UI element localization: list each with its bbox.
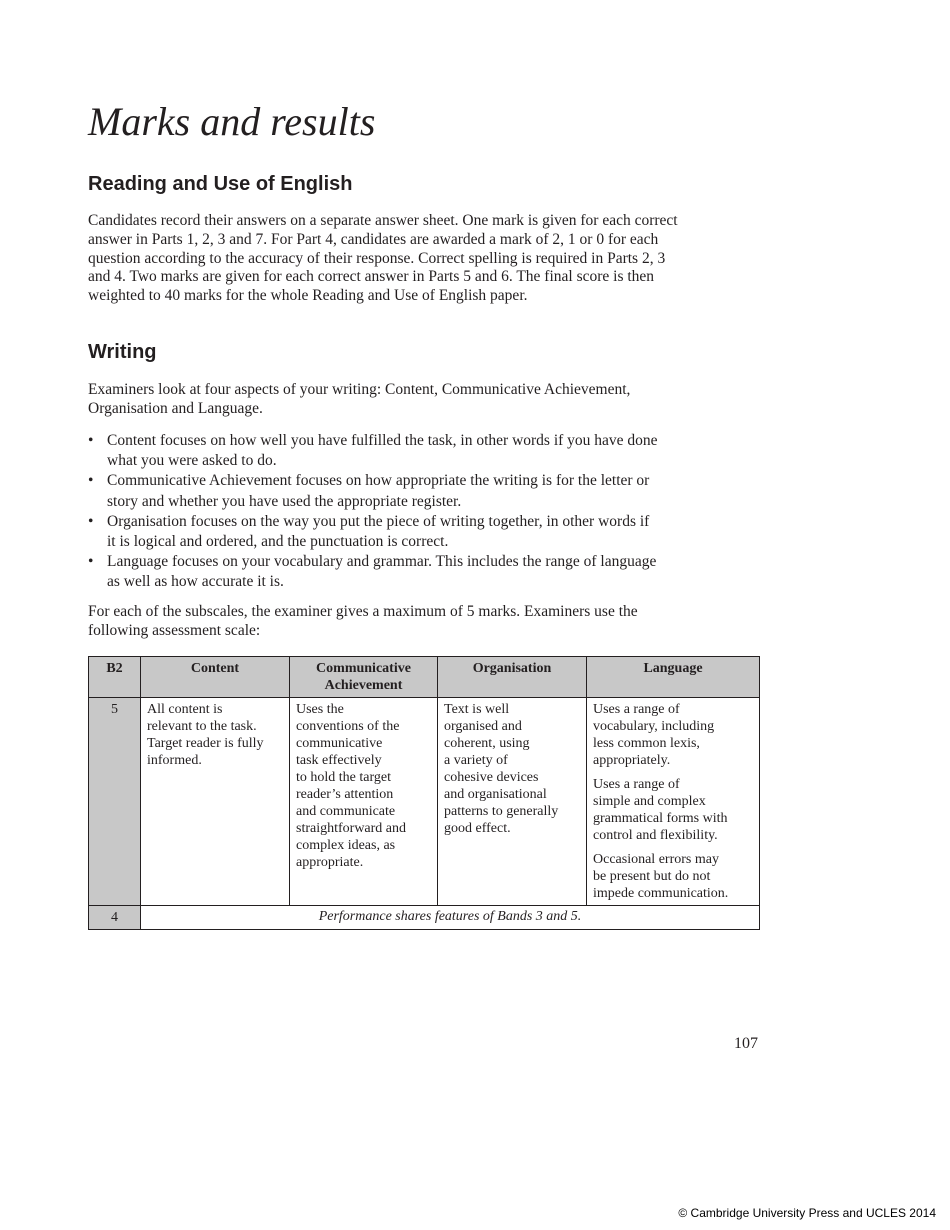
text-line: Organisation focuses on the way you put the piece of writing together, in other words if <box>107 512 650 530</box>
band-4-description: Performance shares features of Bands 3 and 5. <box>141 906 760 930</box>
text-line: answer in Parts 1, 2, 3 and 7. For Part 4, candidates are awarded a mark of 2, 1 or 0 for each <box>88 230 659 248</box>
text-line: Organisation and Language. <box>88 399 263 417</box>
reading-heading: Reading and Use of English <box>88 173 353 195</box>
text-line: story and whether you have used the appropriate register. <box>107 492 462 510</box>
table-row <box>89 906 760 930</box>
page-title: Marks and results <box>88 99 376 144</box>
list-item <box>88 552 758 592</box>
header-communicative-achievement: Communicative Achievement <box>290 657 438 698</box>
band-5-cell: 5 <box>89 698 141 906</box>
aspects-list <box>88 431 758 593</box>
band-5-language <box>587 698 760 906</box>
language-paragraph: Uses a range of simple and complex grammatical forms with control and flexibility. <box>593 777 728 843</box>
text-line: and 4. Two marks are given for each correct answer in Parts 5 and 6. The final score is then <box>88 268 655 286</box>
language-paragraph: Uses a range of vocabulary, including less common lexis, appropriately. <box>593 702 715 768</box>
header-content: Content <box>141 657 290 698</box>
text-line: what you were asked to do. <box>107 452 277 470</box>
header-language: Language <box>587 657 760 698</box>
text-line: Language focuses on your vocabulary and grammar. This includes the range of language <box>107 553 657 571</box>
text-line: as well as how accurate it is. <box>107 573 284 591</box>
bullet-icon: • <box>88 432 94 449</box>
page-number: 107 <box>734 1035 758 1052</box>
list-item <box>88 512 758 552</box>
bullet-icon: • <box>88 512 94 530</box>
writing-heading: Writing <box>88 341 157 363</box>
header-band: B2 <box>89 657 141 698</box>
assessment-scale-table <box>88 656 760 930</box>
band-4-cell: 4 <box>89 906 141 930</box>
text-line: Examiners look at four aspects of your writing: Content, Communicative Achievement, <box>88 381 631 398</box>
text-line: Communicative Achievement focuses on how appropriate the writing is for the letter or <box>107 472 650 490</box>
list-item <box>88 471 758 511</box>
reading-paragraph <box>88 212 768 306</box>
header-organisation: Organisation <box>438 657 587 698</box>
bullet-icon: • <box>88 553 94 571</box>
writing-intro <box>88 381 768 419</box>
language-paragraph: Occasional errors may be present but do not impede communication. <box>593 852 729 901</box>
text-line: Candidates record their answers on a separate answer sheet. One mark is given for each correct <box>88 212 678 229</box>
text-line: following assessment scale: <box>88 621 261 639</box>
band-5-communicative: Uses the conventions of the communicative task effectively to hold the target reader’s attention and communicate straightforward and complex ideas, as appropriate. <box>290 698 438 906</box>
text-line: For each of the subscales, the examiner gives a maximum of 5 marks. Examiners use the <box>88 603 638 620</box>
text-line: weighted to 40 marks for the whole Reading and Use of English paper. <box>88 287 528 305</box>
text-line: question according to the accuracy of their response. Correct spelling is required in Parts 2, 3 <box>88 249 666 267</box>
copyright-notice: © Cambridge University Press and UCLES 2014 <box>678 1206 936 1220</box>
text-line: Content focuses on how well you have fulfilled the task, in other words if you have done <box>107 432 658 449</box>
scale-intro <box>88 603 768 641</box>
band-5-content: All content is relevant to the task. Target reader is fully informed. <box>141 698 290 906</box>
band-5-organisation: Text is well organised and coherent, using a variety of cohesive devices and organisational patterns to generally good effect. <box>438 698 587 906</box>
bullet-icon: • <box>88 472 94 490</box>
table-row <box>89 698 760 906</box>
text-line: it is logical and ordered, and the punctuation is correct. <box>107 533 449 551</box>
list-item <box>88 431 758 471</box>
table-header-row <box>89 657 760 698</box>
